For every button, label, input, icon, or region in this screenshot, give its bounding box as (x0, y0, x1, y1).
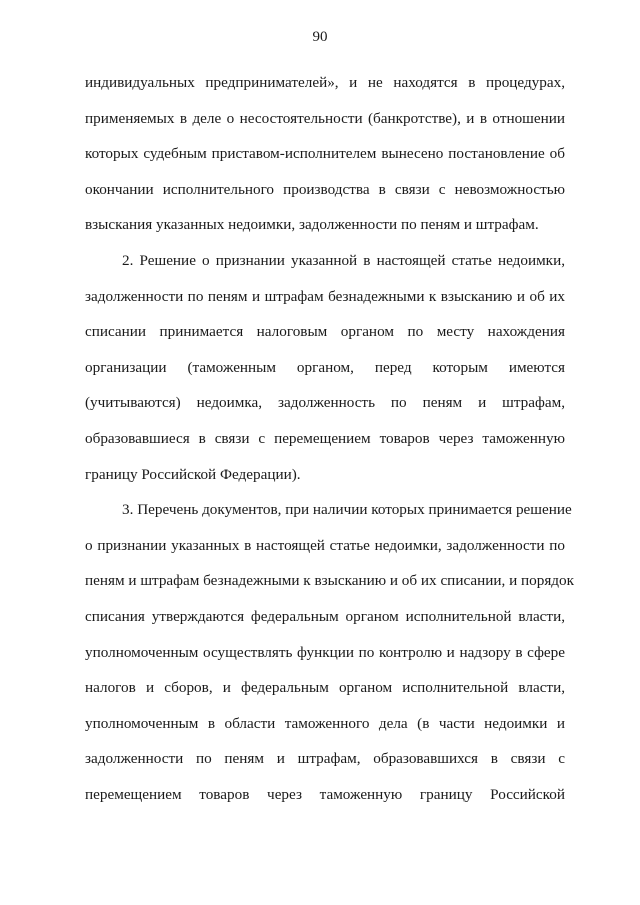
paragraph-2 (85, 243, 565, 492)
text-line: налогов и сборов, и федеральным органом исполнительной власти, (85, 679, 565, 697)
text-line: задолженности по пеням и штрафам, образовавшихся в связи с (85, 750, 565, 768)
text-line: списании принимается налоговым органом по месту нахождения (85, 323, 565, 341)
text-line: перемещением товаров через таможенную границу Российской (85, 785, 565, 803)
text-line: списания утверждаются федеральным органом исполнительной власти, (85, 607, 565, 625)
text-line: 3. Перечень документов, при наличии которых принимается решение (122, 501, 572, 519)
text-line: границу Российской Федерации). (85, 465, 301, 483)
text-line: уполномоченным в области таможенного дела (в части недоимки и (85, 714, 565, 732)
text-line: задолженности по пеням и штрафам безнадежными к взысканию и об их (85, 287, 565, 305)
text-line: применяемых в деле о несостоятельности (банкротстве), и в отношении (85, 109, 565, 127)
page-number: 90 (312, 29, 328, 45)
paragraph-3 (85, 492, 575, 812)
document-body (85, 65, 575, 812)
text-line: окончании исполнительного производства в связи с невозможностью (85, 180, 565, 198)
text-line: уполномоченным осуществлять функции по контролю и надзору в сфере (85, 643, 565, 661)
text-line: взыскания указанных недоимки, задолженности по пеням и штрафам. (85, 216, 539, 234)
text-line: индивидуальных предпринимателей», и не находятся в процедурах, (85, 74, 565, 91)
text-line: образовавшиеся в связи с перемещением товаров через таможенную (85, 429, 565, 447)
text-line: (учитываются) недоимка, задолженность по пеням и штрафам, (85, 394, 565, 412)
text-line: организации (таможенным органом, перед которым имеются (85, 358, 565, 376)
text-line: о признании указанных в настоящей статье недоимки, задолженности по (85, 536, 565, 554)
text-line: 2. Решение о признании указанной в настоящей статье недоимки, (122, 251, 565, 269)
text-line: которых судебным приставом-исполнителем вынесено постановление об (85, 145, 565, 163)
paragraph-1 (85, 65, 565, 243)
text-line: пеням и штрафам безнадежными к взысканию и об их списании, и порядок (85, 572, 575, 590)
